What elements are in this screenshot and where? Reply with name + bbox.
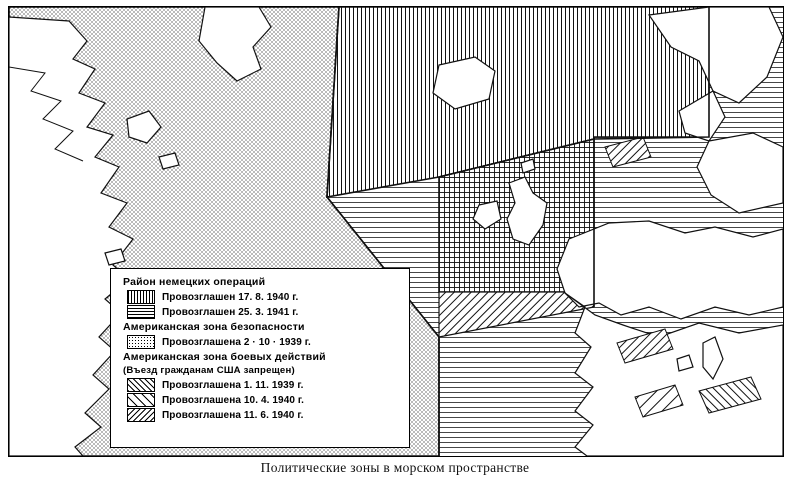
- legend-item-label: Провозглашена 1. 11. 1939 г.: [162, 379, 304, 391]
- stipple-swatch-icon: [127, 335, 155, 349]
- figure-caption: Политические зоны в морском пространстве: [260, 460, 530, 475]
- legend-item-0-0: [127, 290, 403, 304]
- legend-section-title-2: Американская зона боевых действий: [123, 351, 326, 363]
- vertical-hatch-swatch-icon: [127, 290, 155, 304]
- legend-item-label: Провозглашен 25. 3. 1941 г.: [162, 306, 299, 318]
- map-legend: [110, 268, 410, 448]
- legend-item-2-2: [127, 408, 403, 422]
- legend-item-label: Провозглашен 17. 8. 1940 г.: [162, 291, 299, 303]
- legend-item-0-1: [127, 305, 403, 319]
- diagonal-135-swatch-icon: [127, 408, 155, 422]
- legend-section-title-1: Американская зона безопасности: [123, 321, 305, 333]
- legend-item-1-0: [127, 335, 403, 349]
- diagonal-45-swatch-icon: [127, 378, 155, 392]
- legend-section-title-0: Район немецких операций: [123, 276, 266, 288]
- legend-item-label: Провозглашена 2 · 10 · 1939 г.: [162, 336, 311, 348]
- legend-item-2-1: [127, 393, 403, 407]
- legend-item-label: Провозглашена 11. 6. 1940 г.: [162, 409, 304, 421]
- legend-item-label: Провозглашена 10. 4. 1940 г.: [162, 394, 305, 406]
- diagonal-45-wide-swatch-icon: [127, 393, 155, 407]
- legend-section-subtitle-2: (Въезд гражданам США запрещен): [123, 365, 295, 376]
- land-continental-europe: [557, 221, 783, 319]
- legend-item-2-0: [127, 378, 403, 392]
- horizontal-hatch-swatch-icon: [127, 305, 155, 319]
